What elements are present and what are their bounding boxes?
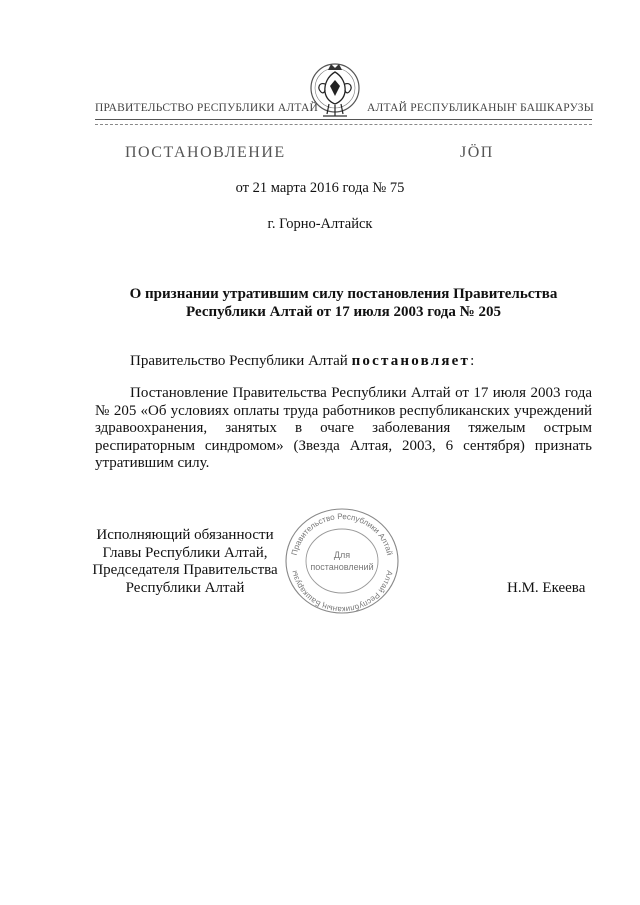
stamp-ring-top-text: Правительство Республики Алтай bbox=[289, 511, 395, 557]
decree-verb: постановляет bbox=[351, 353, 471, 369]
svg-text:Алтай Республиканың Башкарузы bbox=[290, 569, 395, 614]
document-city: г. Горно-Алтайск bbox=[267, 216, 373, 232]
decree-intro bbox=[130, 353, 474, 370]
stamp-center-line-2: постановлений bbox=[310, 562, 374, 572]
signatory-name: Н.М. Екеева bbox=[507, 580, 586, 596]
document-type-altai: JӦП bbox=[460, 144, 494, 161]
decree-colon: : bbox=[470, 353, 475, 369]
decree-intro-subject: Правительство Республики Алтай bbox=[130, 353, 348, 369]
signatory-title-line-4: Республики Алтай bbox=[125, 579, 245, 596]
document-title bbox=[95, 285, 592, 321]
signatory-title-line-1: Исполняющий обязанности bbox=[96, 527, 274, 543]
signatory-title-line-2: Главы Республики Алтай, bbox=[102, 544, 268, 561]
decree-body: Постановление Правительства Республики Алтай от 17 июля 2003 года № 205 «Об условиях оплаты труда работников республиканских учреждений здравоохранения, занятых в очаге заболевания тяжелым острым респираторным синдромом» (Звезда Алтая, 2003, 6 сентября) признать утратившим силу. bbox=[95, 385, 592, 471]
stamp-ring-bottom-text: Алтай Республиканың Башкарузы bbox=[289, 569, 395, 615]
stamp-center-line-1: Для bbox=[333, 550, 351, 560]
document-title-line-1: О признании утратившим силу постановления Правительства bbox=[129, 286, 558, 302]
government-name-altai: АЛТАЙ РЕСПУБЛИКАНЫҤ БАШКАРУЗЫ bbox=[367, 102, 594, 114]
header-rule-dashed bbox=[95, 124, 592, 125]
signatory-title bbox=[80, 527, 290, 597]
signatory-title-line-3: Председателя Правительства bbox=[92, 562, 278, 578]
document-date-number: от 21 марта 2016 года № 75 bbox=[235, 180, 405, 196]
header-rule bbox=[95, 119, 592, 120]
government-name-russian: ПРАВИТЕЛЬСТВО РЕСПУБЛИКИ АЛТАЙ bbox=[95, 102, 319, 114]
document-type-russian: ПОСТАНОВЛЕНИЕ bbox=[125, 144, 286, 161]
altai-coat-of-arms-icon bbox=[308, 58, 362, 124]
document-title-line-2: Республики Алтай от 17 июля 2003 года № 205 bbox=[186, 304, 501, 320]
official-stamp bbox=[282, 505, 402, 617]
